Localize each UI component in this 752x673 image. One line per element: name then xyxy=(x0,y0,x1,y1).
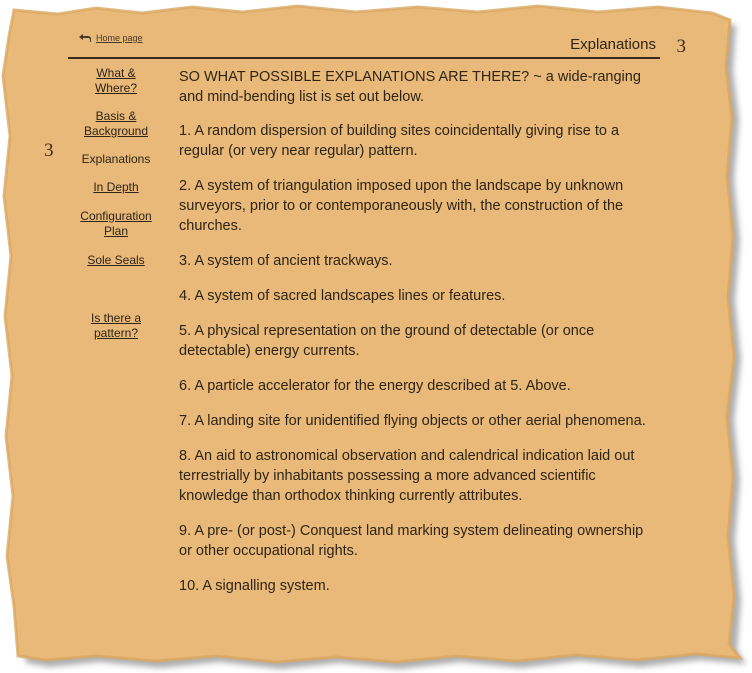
list-item: 5. A physical representation on the ground of detectable (or once detectable) energy currents. xyxy=(179,323,595,359)
header-divider xyxy=(68,57,660,59)
sidebar-item-label[interactable]: Configuration Plan xyxy=(80,209,152,238)
page-number: 3 xyxy=(676,36,686,57)
list-item: 2. A system of triangulation imposed upon the landscape by unknown surveyors, prior to or contemporaneously with, the construction of the churches. xyxy=(179,178,624,234)
sidebar-page-number: 3 xyxy=(44,140,54,161)
explanations-list xyxy=(179,67,659,611)
sidebar-item-explanations xyxy=(70,152,162,167)
list-item: 10. A signalling system. xyxy=(179,578,330,594)
sidebar-item-label[interactable]: Sole Seals xyxy=(87,253,145,267)
sidebar-item-in-depth[interactable] xyxy=(70,180,162,195)
back-arrow-icon xyxy=(78,33,92,43)
list-item: 4. A system of sacred landscapes lines or features. xyxy=(179,288,506,304)
sidebar-item-basis-background[interactable] xyxy=(70,109,162,139)
home-page-link[interactable] xyxy=(78,33,143,43)
sidebar-item-sole-seals[interactable] xyxy=(70,253,162,268)
home-page-label[interactable]: Home page xyxy=(96,33,143,43)
sidebar-item-label[interactable]: In Depth xyxy=(93,180,139,194)
list-item: 6. A particle accelerator for the energy described at 5. Above. xyxy=(179,378,571,394)
sidebar-item-what-where[interactable] xyxy=(70,66,162,96)
list-item: 7. A landing site for unidentified flying objects or other aerial phenomena. xyxy=(179,413,646,429)
list-item: 3. A system of ancient trackways. xyxy=(179,253,393,269)
list-item: 8. An aid to astronomical observation and calendrical indication laid out terrestrially by inhabitants possessing a more advanced scientific knowledge than orthodox thinking currently attributes. xyxy=(179,448,635,504)
sidebar-item-label: Explanations xyxy=(81,152,151,166)
page-title: Explanations xyxy=(570,36,656,53)
list-item: 1. A random dispersion of building sites coincidentally giving rise to a regular (or very near regular) pattern. xyxy=(179,123,620,159)
sidebar-item-label[interactable]: What & Where? xyxy=(94,66,138,95)
sidebar-item-label[interactable]: Is there a pattern? xyxy=(90,311,142,340)
intro-text: SO WHAT POSSIBLE EXPLANATIONS ARE THERE? ~ a wide-ranging and mind-bending list is set out below. xyxy=(179,69,641,105)
sidebar-item-configuration-plan[interactable] xyxy=(70,209,162,239)
sidebar-item-label[interactable]: Basis & Background xyxy=(83,109,149,138)
sidebar-item-is-there-a-pattern[interactable] xyxy=(70,311,162,341)
list-item: 9. A pre- (or post-) Conquest land marking system delineating ownership or other occupational rights. xyxy=(179,523,644,559)
